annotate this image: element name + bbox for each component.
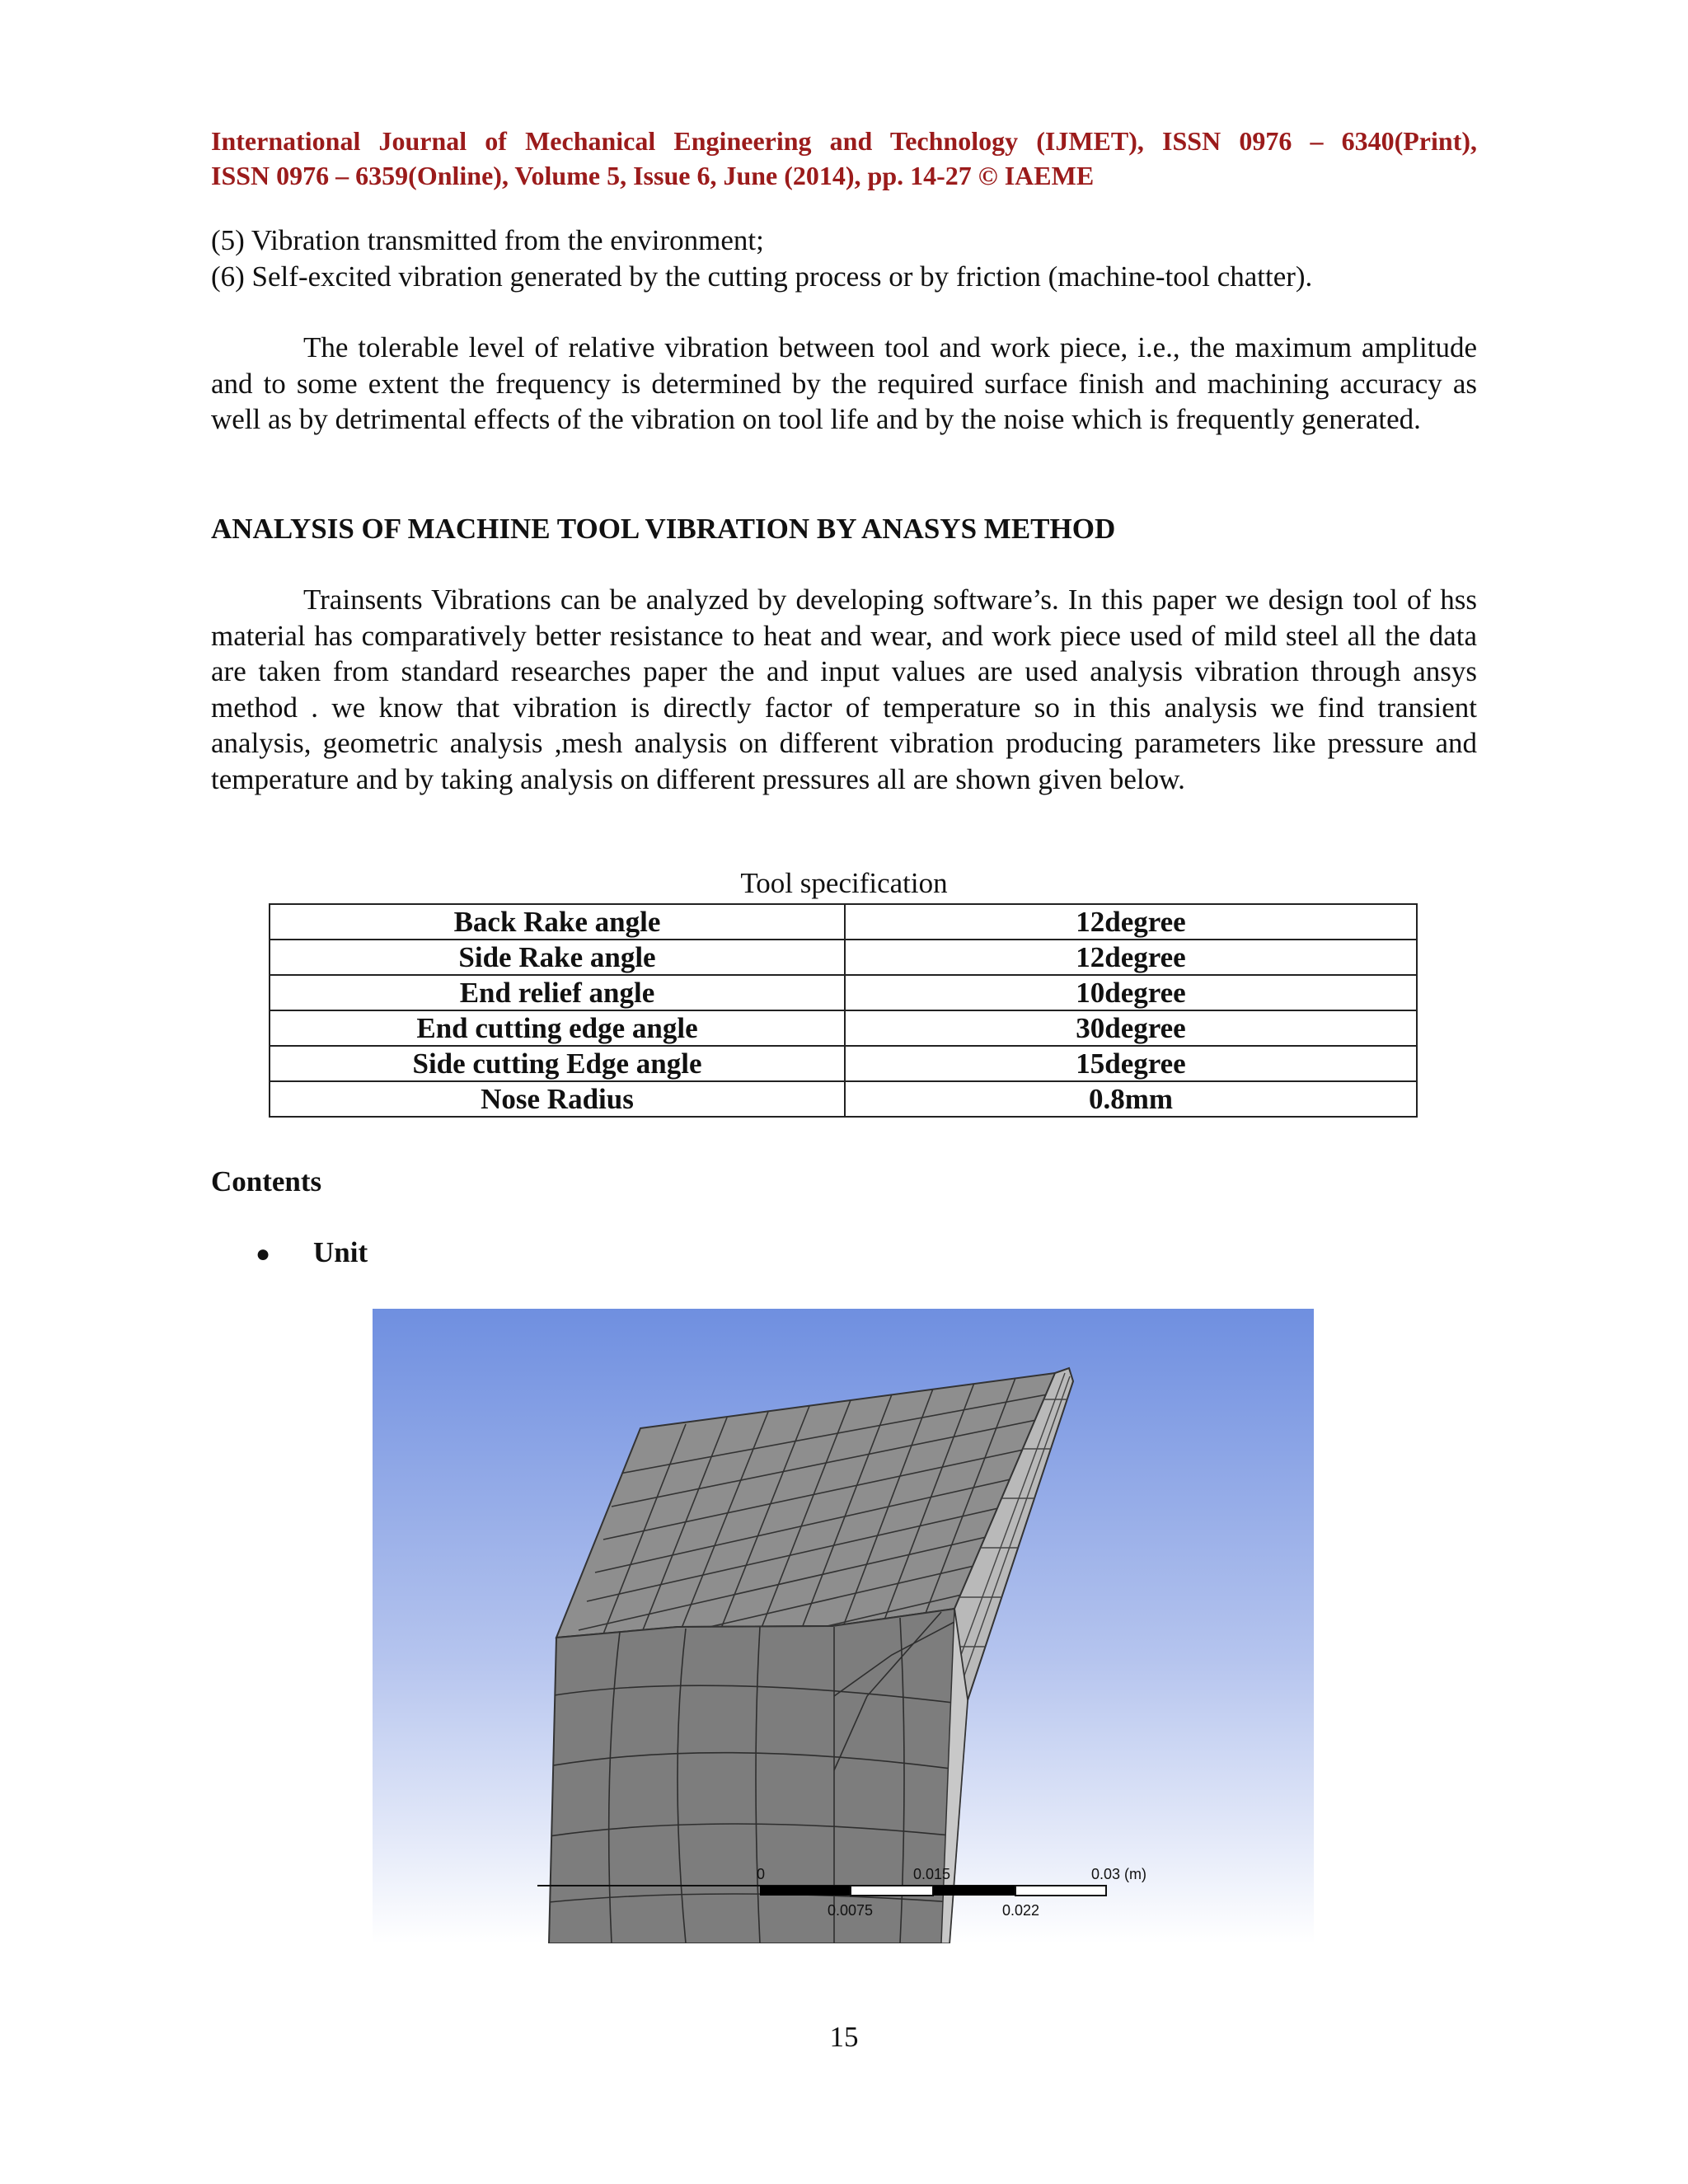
value-cell: 30degree bbox=[845, 1010, 1417, 1046]
param-cell: End cutting edge angle bbox=[270, 1010, 845, 1046]
list-item: (5) Vibration transmitted from the environment; bbox=[211, 224, 764, 256]
intro-list bbox=[211, 223, 1477, 294]
bullet-item bbox=[256, 1236, 368, 1269]
scale-label-right: 0.022 bbox=[1002, 1902, 1040, 1919]
paragraph-ansys-analysis: Trainsents Vibrations can be analyzed by developing software’s. In this paper we design tool of hss material has comparatively better resistance to heat and wear, and work piece used of mild steel all the data are taken from standard researches paper the and input values are used analysis vibration through ansys method . we know that vibration is directly factor of temperature so in this analysis we find transient analysis, geometric analysis ,mesh analysis on different vibration producing parameters like pressure and temperature and by taking analysis on different pressures all are shown given below. bbox=[211, 583, 1477, 795]
mesh-render bbox=[373, 1309, 1314, 1943]
scale-label-left: 0.0075 bbox=[828, 1902, 874, 1919]
param-cell: Side cutting Edge angle bbox=[270, 1046, 845, 1081]
bullet-label: Unit bbox=[313, 1236, 368, 1268]
param-cell: Nose Radius bbox=[270, 1081, 845, 1117]
table-row bbox=[270, 1010, 1417, 1046]
table-row bbox=[270, 975, 1417, 1010]
paragraph-tolerable-vibration: The tolerable level of relative vibration between tool and work piece, i.e., the maximum amplitude and to some extent the frequency is determined by the required surface finish and machining accuracy as well as by detrimental effects of the vibration on tool life and by the noise which is frequently generated. bbox=[211, 331, 1477, 435]
value-cell: 0.8mm bbox=[845, 1081, 1417, 1117]
table-row bbox=[270, 940, 1417, 975]
list-item: (6) Self-excited vibration generated by the cutting process or by friction (machine-tool chatter). bbox=[211, 260, 1313, 293]
table-row bbox=[270, 1081, 1417, 1117]
value-cell: 10degree bbox=[845, 975, 1417, 1010]
param-cell: Back Rake angle bbox=[270, 904, 845, 940]
page-number: 15 bbox=[829, 2021, 859, 2053]
journal-header bbox=[211, 124, 1477, 193]
scale-label-mid: 0.015 bbox=[913, 1866, 951, 1882]
header-line-2: ISSN 0976 – 6359(Online), Volume 5, Issue 6, June (2014), pp. 14-27 © IAEME bbox=[211, 161, 1095, 190]
value-cell: 12degree bbox=[845, 904, 1417, 940]
tool-mesh-figure bbox=[373, 1309, 1314, 1943]
bullet-icon: ● bbox=[256, 1240, 271, 1268]
tool-spec-table bbox=[269, 903, 1418, 1118]
section-heading: ANALYSIS OF MACHINE TOOL VIBRATION BY ANASYS METHOD bbox=[211, 513, 1116, 545]
scale-label-zero: 0 bbox=[757, 1866, 766, 1882]
param-cell: End relief angle bbox=[270, 975, 845, 1010]
value-cell: 12degree bbox=[845, 940, 1417, 975]
contents-heading: Contents bbox=[211, 1165, 322, 1197]
param-cell: Side Rake angle bbox=[270, 940, 845, 975]
table-row bbox=[270, 904, 1417, 940]
header-line-1: International Journal of Mechanical Engineering and Technology (IJMET), ISSN 0976 – 6340(Print), bbox=[211, 126, 1477, 156]
scale-label-end: 0.03 (m) bbox=[1091, 1866, 1147, 1882]
table-row bbox=[270, 1046, 1417, 1081]
value-cell: 15degree bbox=[845, 1046, 1417, 1081]
table-caption: Tool specification bbox=[740, 867, 948, 899]
